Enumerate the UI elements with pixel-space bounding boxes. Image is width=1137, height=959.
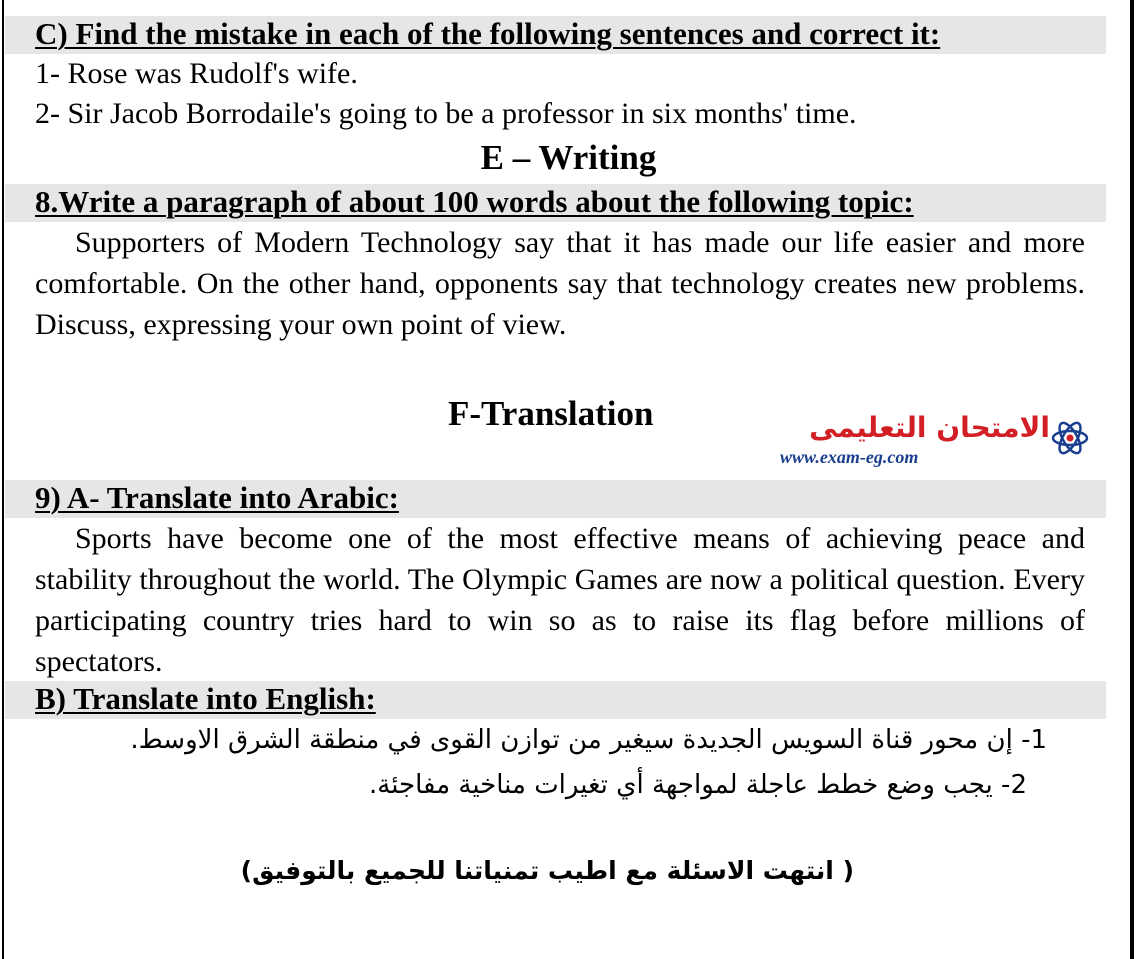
question-9b-heading: B) Translate into English: [35, 681, 376, 716]
question-8-heading: 8.Write a paragraph of about 100 words about the following topic: [35, 184, 914, 219]
section-c-item-2: 2- Sir Jacob Borrodaile's going to be a professor in six months' time. [35, 97, 857, 130]
question-9a-heading: 9) A- Translate into Arabic: [35, 480, 399, 515]
atom-icon [1050, 416, 1090, 460]
section-c-item-1: 1- Rose was Rudolf's wife. [35, 57, 358, 90]
logo-url: www.exam-eg.com [780, 447, 919, 467]
logo-arabic-text: الامتحان التعليمى [809, 411, 1050, 444]
section-c-heading: C) Find the mistake in each of the following sentences and correct it: [35, 16, 941, 51]
arabic-translation-passage: Sports have become one of the most effective means of achieving peace and stability throughout the world. The Olympic Games are now a political question. Every participating country tries hard to win so as to raise its flag before millions of spectators. [35, 522, 1085, 678]
section-e-title: E – Writing [480, 138, 657, 177]
english-translation-item-1: 1- إن محور قناة السويس الجديدة سيغير من توازن القوى في منطقة الشرق الاوسط. [130, 725, 1047, 755]
english-translation-item-2: 2- يجب وضع خطط عاجلة لمواجهة أي تغيرات مناخية مفاجئة. [369, 770, 1027, 800]
writing-topic: Supporters of Modern Technology say that it has made our life easier and more comfortable. On the other hand, opponents say that technology creates new problems. Discuss, expressing your own point of view. [35, 226, 1085, 341]
exam-eg-logo [780, 411, 1090, 470]
section-f-title: F-Translation [448, 394, 654, 433]
closing-note: ( انتهت الاسئلة مع اطيب تمنياتنا للجميع بالتوفيق) [240, 856, 854, 885]
